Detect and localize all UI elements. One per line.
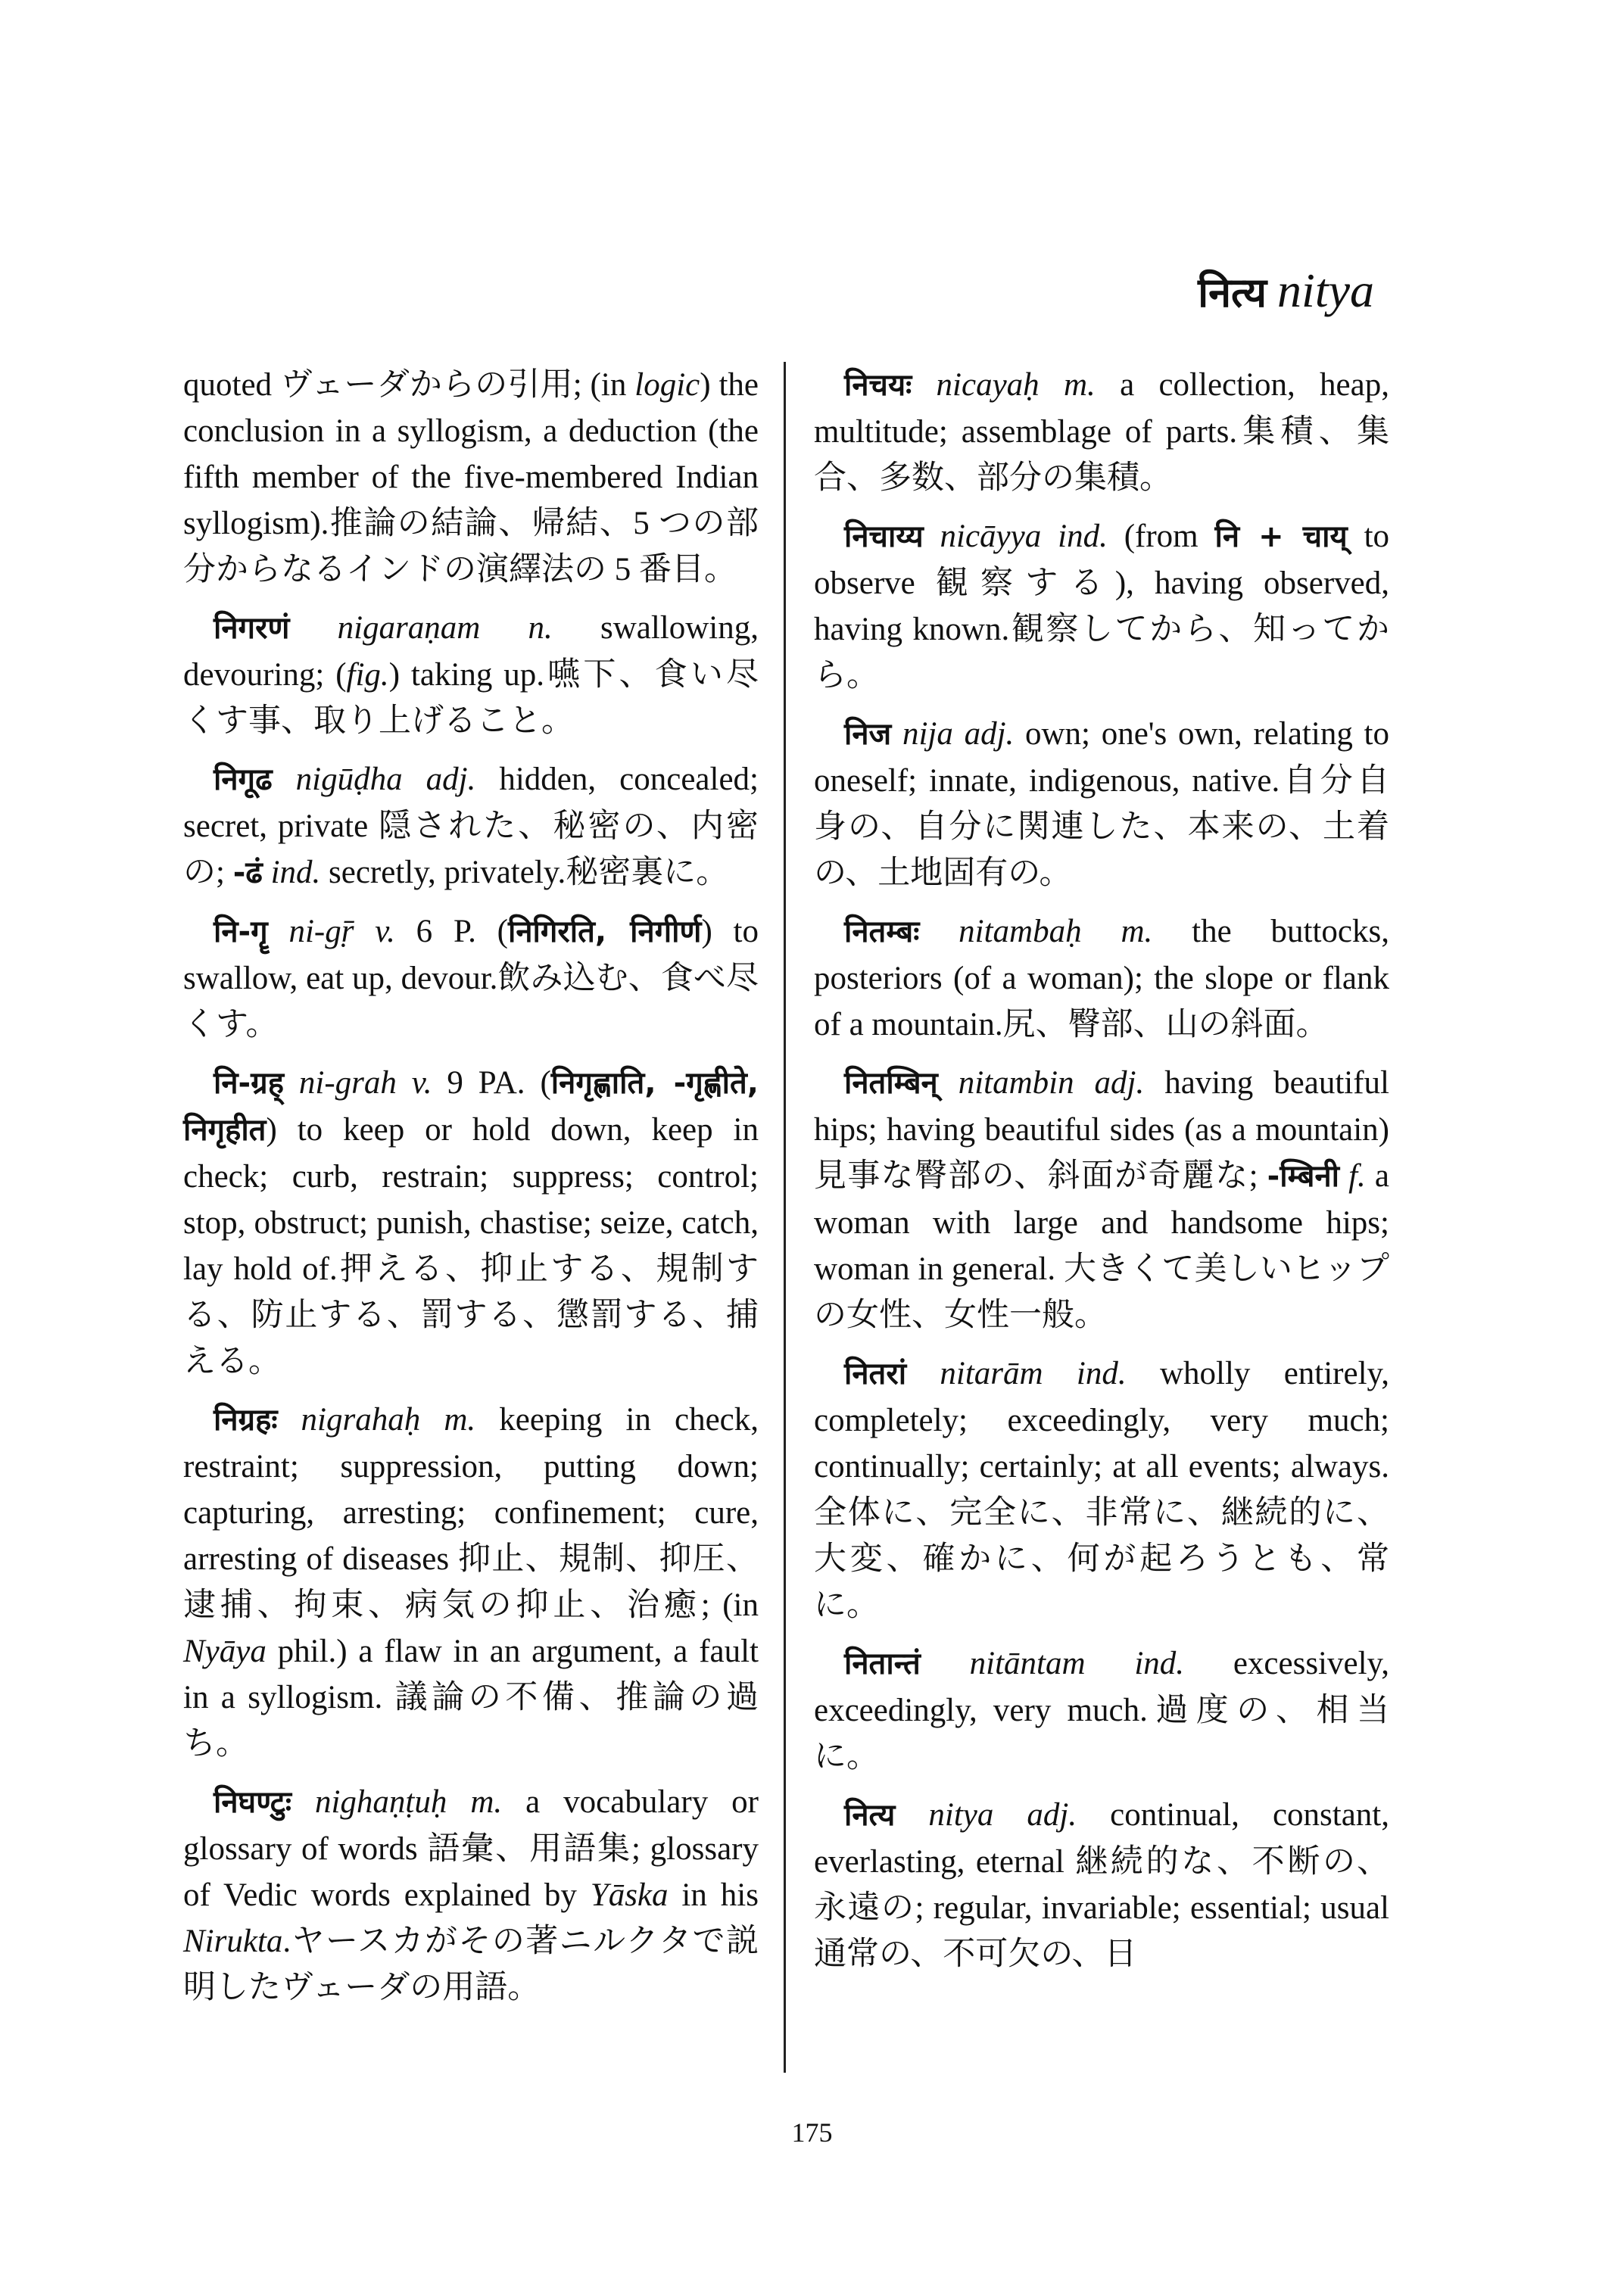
transliteration: nicayaḥ — [912, 367, 1064, 403]
headword: निचाय्य — [844, 519, 924, 554]
dictionary-entry — [814, 1640, 1389, 1780]
dictionary-entry — [814, 1792, 1389, 1977]
definition-text: the buttocks, posteriors (of a woman); the slope or flank of a mountain.尻、臀部、山の斜面。 — [814, 914, 1390, 1042]
grammar-label: m. — [1121, 914, 1153, 949]
definition-text: to observe 観察する), having observed, having known.観察してから、知ってから。 — [814, 519, 1390, 693]
dictionary-entry — [183, 1060, 759, 1385]
headword: नितम्बः — [844, 914, 920, 949]
grammar-label: ind. — [1076, 1356, 1127, 1391]
headword: नि-गॄ — [214, 914, 268, 949]
transliteration: nigūḍha — [272, 762, 426, 797]
grammar-label: ind. — [1134, 1646, 1185, 1681]
headword: नि + चाय् — [1214, 519, 1348, 554]
dictionary-entry — [814, 362, 1389, 501]
transliteration: Yāska — [590, 1877, 669, 1913]
column-divider — [784, 362, 786, 2073]
transliteration: nicāyya — [923, 519, 1058, 554]
dictionary-entry — [814, 908, 1389, 1048]
definition-text: ) to swallow, eat up, devour.飲み込む、食べ尽くす。 — [183, 914, 759, 1042]
definition-text: ) taking up.嚥下、食い尽くす事、取り上げること。 — [183, 657, 759, 739]
definition-text: wholly entirely, completely; exceedingly, very much; continually; certainly; at all events; always.全体に、完全に、非常に、継続的に、大変、確かに、何が起ろうとも、常に。 — [814, 1356, 1389, 1623]
grammar-label: ind. — [262, 855, 321, 890]
transliteration: nigrahaḥ — [277, 1402, 444, 1438]
headword: निचयः — [844, 368, 912, 403]
page-number: 175 — [791, 2117, 833, 2148]
definition-text: having beautiful hips; having beautiful sides (as a mountain)見事な臀部の、斜面が奇麗な; — [814, 1065, 1389, 1194]
left-column — [183, 362, 759, 2023]
grammar-label: fig. — [346, 657, 389, 693]
transliteration: nitāntam — [920, 1646, 1135, 1681]
grammar-label: m. — [1063, 367, 1096, 403]
grammar-label: adj. — [1094, 1065, 1145, 1101]
grammar-label: v. — [375, 914, 395, 949]
grammar-label: v. — [411, 1065, 432, 1101]
dictionary-entry — [814, 711, 1389, 896]
dictionary-entry — [814, 513, 1389, 699]
grammar-label: ind. — [1058, 519, 1108, 554]
headword: नितरां — [844, 1357, 907, 1391]
running-header — [1198, 263, 1374, 317]
transliteration: nigaraṇam — [289, 610, 528, 646]
headword: निगूढ — [214, 762, 273, 797]
dictionary-entry — [814, 1060, 1389, 1338]
definition-text: hidden, concealed; secret, private 隠された、秘密の、内密の; — [183, 762, 759, 890]
definition-text: in his — [668, 1877, 759, 1913]
definition-text: a vocabulary or glossary of words 語彙、用語集; glossary of Vedic words explained by — [183, 1784, 759, 1913]
dictionary-entry — [183, 1779, 759, 2011]
definition-text: quoted ヴェーダからの引用; (in — [183, 367, 635, 403]
definition-text: secretly, privately.秘密裏に。 — [320, 855, 729, 890]
definition-text: 9 PA. ( — [432, 1065, 551, 1101]
transliteration: nitambaḥ — [919, 914, 1121, 949]
definition-text: 6 P. ( — [394, 914, 508, 949]
headword: नितान्तं — [844, 1647, 921, 1681]
transliteration: Nyāya — [183, 1634, 267, 1669]
grammar-label: logic — [634, 367, 700, 403]
headword: -ढं — [232, 855, 263, 890]
transliteration: nitya — [895, 1797, 1027, 1833]
transliteration: nighaṇṭuḥ — [291, 1784, 471, 1820]
grammar-label: adj. — [1027, 1797, 1077, 1833]
header-roman: nitya — [1277, 263, 1374, 317]
transliteration: Nirukta — [183, 1924, 283, 1959]
headword: नि-ग्रह् — [214, 1066, 284, 1101]
definition-text: excessively, exceedingly, very much.過度の、相当に。 — [814, 1646, 1389, 1774]
transliteration: nija — [891, 716, 965, 752]
right-column — [814, 362, 1389, 1989]
headword: निघण्टुः — [214, 1785, 291, 1820]
headword: -म्बिनी — [1267, 1159, 1340, 1194]
dictionary-entry — [183, 908, 759, 1048]
definition-text: a woman with large and handsome hips; woman in general. 大きくて美しいヒップの女性、女性一般。 — [814, 1158, 1389, 1333]
definition-text: keeping in check, restraint; suppression, putting down; capturing, arresting; confinement; cure, arresting of diseases 抑止、規制、抑圧、逮捕、拘束、病気の抑止、治癒; (in — [183, 1402, 759, 1623]
definition-text: phil.) a flaw in an argument, a fault in a syllogism. 議論の不備、推論の過ち。 — [183, 1634, 759, 1762]
grammar-label: adj. — [425, 762, 476, 797]
definition-text: .ヤースカがその著ニルクタで説明したヴェーダの用語。 — [183, 1924, 759, 2005]
dictionary-entry — [183, 1397, 759, 1767]
transliteration: ni-grah — [283, 1065, 412, 1101]
headword: निगृह्णाति, -गृह्णीते, निगृहीत — [183, 1066, 759, 1148]
definition-text: ) to keep or hold down, keep in check; curb, restrain; suppress; control; stop, obstruct; punish, chastise; seize, catch, lay hold of.押える、抑止する、規制する、防止する、罰する、懲罰する、捕える。 — [183, 1112, 759, 1379]
definition-text: continual, constant, everlasting, eternal 継続的な、不断の、永遠の; regular, invariable; essential; usual通常の、不可欠の、日 — [814, 1797, 1389, 1972]
grammar-label: adj. — [964, 716, 1015, 752]
grammar-label: m. — [470, 1784, 503, 1820]
transliteration: ni-gṝ — [267, 914, 376, 949]
transliteration: nitarām — [906, 1356, 1077, 1391]
headword: नितम्बिन् — [844, 1066, 938, 1101]
definition-text: swallowing, devouring; ( — [183, 610, 759, 693]
definition-text: a collection, heap, multitude; assemblage of parts.集積、集合、多数、部分の集積。 — [814, 367, 1389, 496]
headword: निगरणं — [214, 611, 290, 646]
headword: निज — [844, 717, 892, 752]
definition-text: ) the conclusion in a syllogism, a deduction (the fifth member of the five-membered Indian syllogism).推論の結論、帰結、5 つの部分からなるインドの演繹法の 5 番目。 — [183, 367, 759, 587]
headword: निग्रहः — [214, 1403, 278, 1438]
definition-text: own; one's own, relating to oneself; innate, indigenous, native.自分自身の、自分に関連した、本来の、土着の、土地固有の。 — [814, 716, 1389, 891]
dictionary-entry — [183, 756, 759, 896]
grammar-label: n. — [528, 610, 553, 646]
dictionary-entry — [183, 362, 759, 593]
headword: नित्य — [844, 1798, 896, 1833]
dictionary-entry — [814, 1351, 1389, 1628]
headword: निगिरति, निगीर्ण — [507, 914, 702, 949]
definition-text: (from — [1107, 519, 1215, 554]
dictionary-entry — [183, 605, 759, 744]
transliteration: nitambin — [937, 1065, 1095, 1101]
grammar-label: f. — [1339, 1158, 1366, 1194]
grammar-label: m. — [444, 1402, 476, 1438]
header-devanagari: नित्य — [1198, 269, 1267, 316]
